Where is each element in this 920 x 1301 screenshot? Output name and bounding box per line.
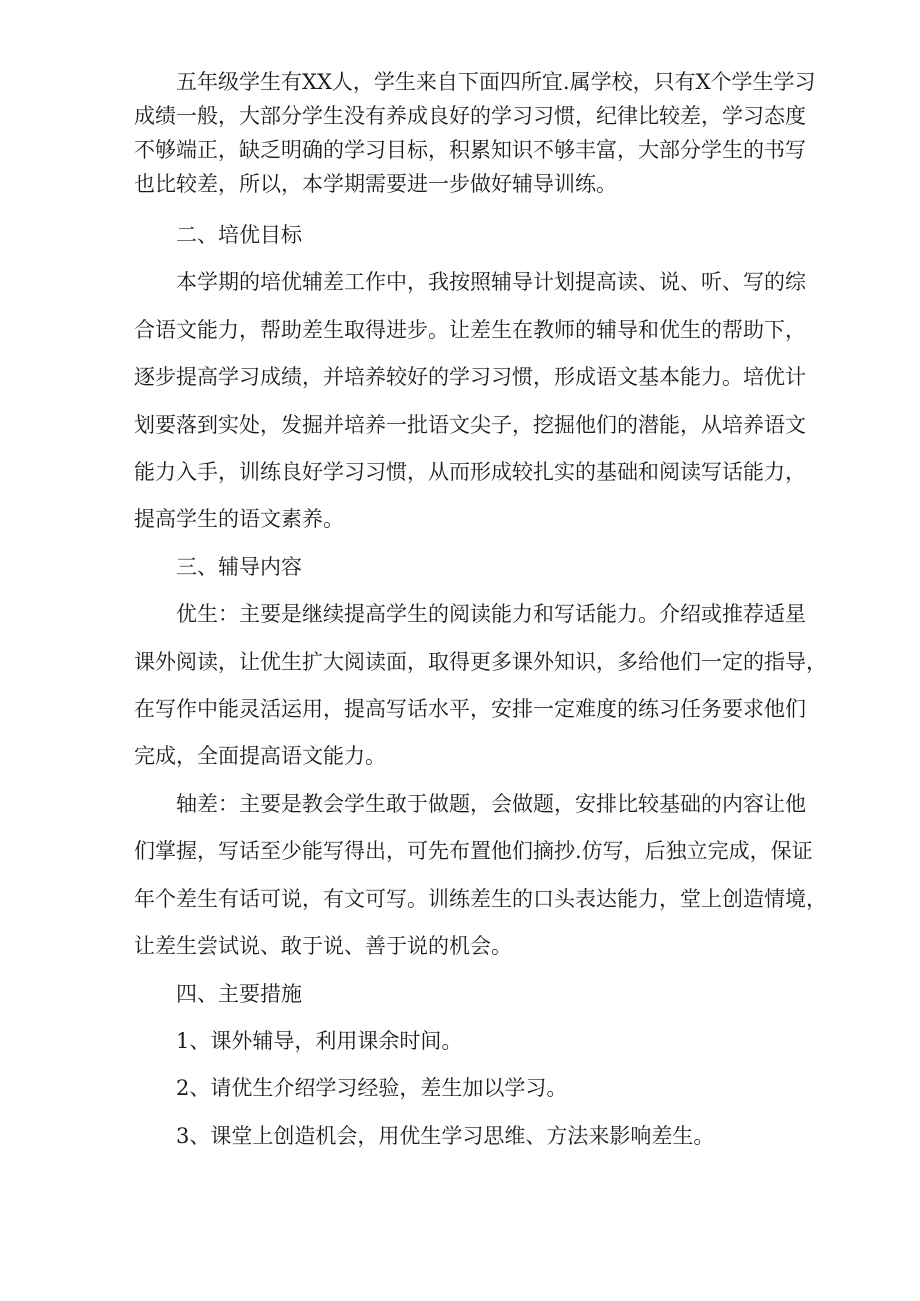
body-paragraph (134, 781, 827, 971)
text-line: 优生：主要是继续提高学生的阅读能力和写话能力。介绍或推荐适星 (176, 602, 806, 627)
text-line: 2、请优生介绍学习经验，差生加以学习。 (176, 1076, 568, 1101)
text-line: 完成，全面提高语文能力。 (134, 744, 386, 769)
text-line: 在写作中能灵活运用，提高写话水平，安排一定难度的练习任务要求他们 (134, 697, 806, 722)
text-line: 划要落到实处，发掘并培养一批语文尖子，挖掘他们的潜能，从培养语文 (134, 412, 806, 437)
text-line: 能力入手，训练良好学习习惯，从而形成较扎实的基础和阅读写话能力， (134, 460, 806, 485)
text-line: 轴差：主要是教会学生敢于做题，会做题，安排比较基础的内容让他 (176, 791, 806, 816)
text-line: 三、辅导内容 (176, 554, 302, 579)
text-line: 年个差生有话可说，有文可写。训练差生的口头表达能力，堂上创造情境， (134, 886, 827, 911)
text-line: 课外阅读，让优生扩大阅读面，取得更多课外知识，多给他们一定的指导， (134, 649, 827, 674)
section-heading (134, 1018, 790, 1065)
text-line: 本学期的培优辅差工作中，我按照辅导计划提高读、说、听、写的综 (176, 270, 806, 295)
text-line: 不够端正，缺乏明确的学习目标，积累知识不够丰富，大部分学生的书写 (134, 138, 806, 162)
text-line: 让差生尝试说、敢于说、善于说的机会。 (134, 934, 512, 959)
text-line: 们掌握，写话至少能写得出，可先布置他们摘抄.仿写，后独立完成，保证 (134, 839, 813, 864)
section-heading (134, 212, 790, 259)
body-paragraph (134, 259, 806, 543)
body-paragraph (134, 591, 827, 781)
text-line: 提高学生的语文素养。 (134, 507, 344, 532)
section-heading (134, 1065, 790, 1112)
text-line: 合语文能力，帮助差生取得进步。让差生在教师的辅导和优生的帮助下， (134, 317, 806, 342)
text-line: 1、课外辅导，利用课余时间。 (176, 1028, 463, 1053)
text-line: 二、培优目标 (176, 223, 302, 247)
section-heading (134, 971, 790, 1018)
section-heading (134, 1113, 790, 1160)
section-heading (134, 544, 790, 591)
text-line: 五年级学生有XX人，学生来自下面四所宜.属学校，只有X个学生学习 (176, 70, 816, 94)
text-line: 3、课堂上创造机会，用优生学习思维、方法来影响差生。 (176, 1123, 715, 1148)
text-line: 四、主要措施 (176, 981, 302, 1006)
text-line: 逐步提高学习成绩，并培养较好的学习习惯，形成语文基本能力。培优计 (134, 365, 806, 390)
text-line: 成绩一般，大部分学生没有养成良好的学习习惯，纪律比较差，学习态度 (134, 104, 806, 128)
body-paragraph (134, 65, 816, 201)
document-page (134, 65, 827, 1160)
text-line: 也比较差，所以，本学期需要进一步做好辅导训练。 (134, 172, 617, 196)
